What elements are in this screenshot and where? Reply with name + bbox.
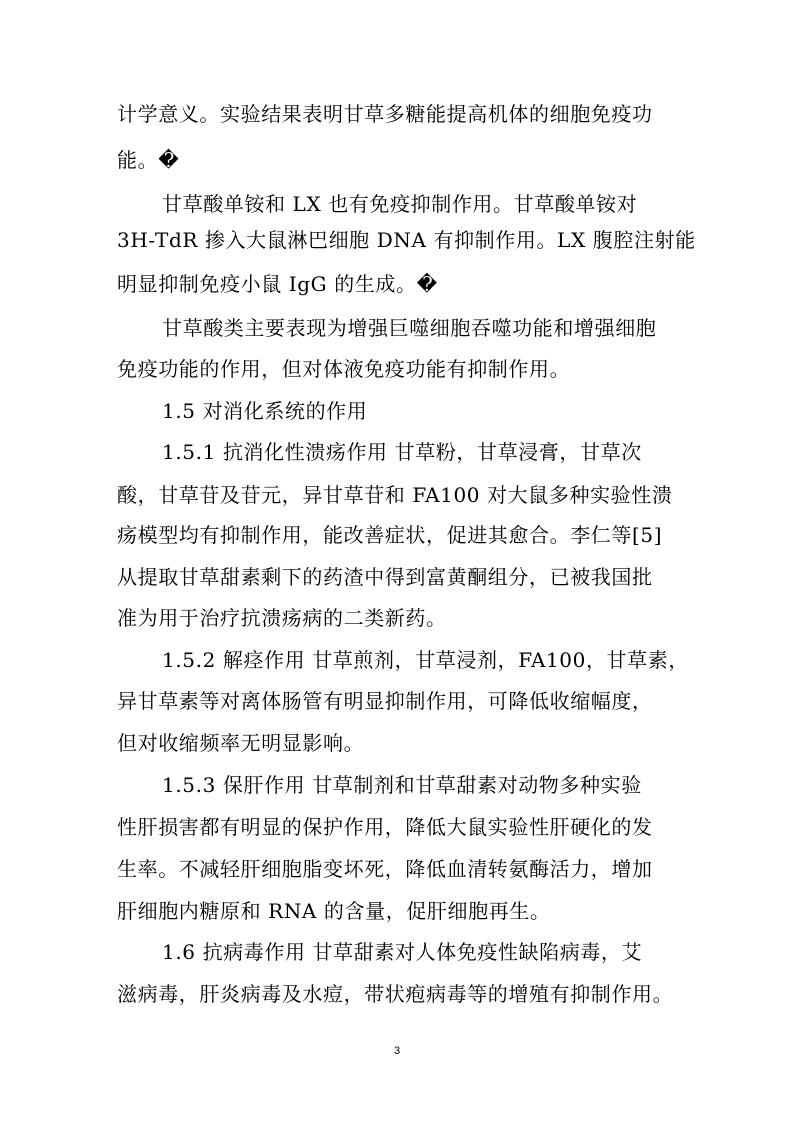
text-line: 性肝损害都有明显的保护作用，降低大鼠实验性肝硬化的发 [117, 815, 653, 839]
text-line: 但对收缩频率无明显影响。 [117, 731, 365, 755]
text-line: 甘草酸类主要表现为增强巨噬细胞吞噬功能和增强细胞 [162, 316, 657, 340]
text-line: 从提取甘草甜素剩下的药渣中得到富黄酮组分，已被我国批 [117, 565, 653, 589]
text-line: 1.5.1 抗消化性溃疡作用 甘草粉，甘草浸膏，甘草次 [162, 440, 642, 464]
text-line: 甘草酸单铵和 LX 也有免疫抑制作用。甘草酸单铵对 [162, 192, 638, 216]
text-line: 免疫功能的作用，但对体液免疫功能有抑制作用。 [117, 357, 571, 381]
text-line: 准为用于治疗抗溃疡病的二类新药。 [117, 606, 447, 630]
text-line: 酸，甘草苷及苷元，异甘草苷和 FA100 对大鼠多种实验性溃 [117, 483, 673, 507]
text-line: 能。� [117, 148, 180, 172]
text-line: 1.5.2 解痉作用 甘草煎剂，甘草浸剂，FA100，甘草素， [162, 648, 689, 672]
section-heading: 1.5 对消化系统的作用 [162, 399, 368, 423]
text-line: 疡模型均有抑制作用，能改善症状，促进其愈合。李仁等[5] [117, 523, 663, 547]
text-line: 1.5.3 保肝作用 甘草制剂和甘草甜素对动物多种实验 [162, 773, 642, 797]
text-line: 异甘草素等对离体肠管有明显抑制作用，可降低收缩幅度， [117, 689, 653, 713]
text-line: 肝细胞内糖原和 RNA 的含量，促肝细胞再生。 [117, 899, 551, 923]
text-line: 滋病毒，肝炎病毒及水痘，带状疱病毒等的增殖有抑制作用。 [117, 982, 674, 1006]
page-number: 3 [393, 1045, 401, 1057]
text-line: 1.6 抗病毒作用 甘草甜素对人体免疫性缺陷病毒，艾 [162, 940, 643, 964]
text-line: 计学意义。实验结果表明甘草多糖能提高机体的细胞免疫功 [117, 102, 653, 126]
text-line: 明显抑制免疫小鼠 IgG 的生成。� [117, 272, 438, 296]
text-line: 生率。不减轻肝细胞脂变坏死，降低血清转氨酶活力，增加 [117, 857, 653, 881]
text-line: 3H-TdR 掺入大鼠淋巴细胞 DNA 有抑制作用。LX 腹腔注射能 [117, 228, 696, 252]
